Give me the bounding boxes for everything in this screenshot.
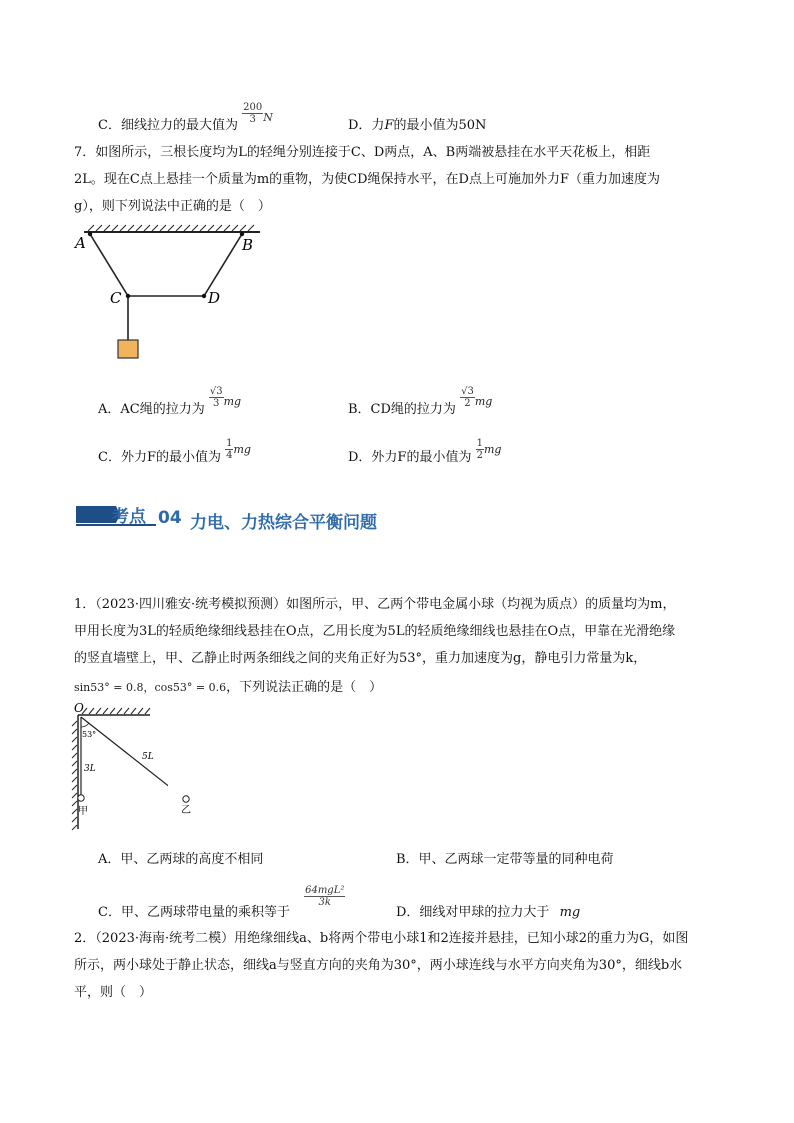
p2-stem-line2: 所示，两小球处于静止状态，细线a与竖直方向的夹角为30°，两小球连线与水平方向夹角为30°，细线b水 [74,958,683,973]
label-d: D [208,289,221,307]
section-badge-label: 考点 [112,507,146,527]
ceiling-hatching [88,225,254,231]
angle-arc [81,723,89,727]
q7-rope-figure [70,222,270,367]
hanging-weight [118,340,138,358]
q6-option-c: C．细线拉力的最大值为 $\frac{200}{3}$ $^N$ [98,102,273,133]
ball-jia [78,795,84,801]
p1-stem-line3: 的竖直墙壁上，甲、乙静止时两条细线之间的夹角正好为53°，重力加速度为g，静电引力常量为k， [74,651,647,666]
p1-option-b: B．甲、乙两球一定带等量的同种电荷 [396,852,614,867]
q7-option-a: A．AC绳的拉力为 $\frac{√3}{3}$ $^{mg}$ [98,386,242,417]
p1-option-a: A．甲、乙两球的高度不相同 [98,852,264,867]
p1-stem-line2: 甲用长度为3L的轻质绝缘细线悬挂在O点，乙用长度为5L的轻质绝缘细线也悬挂在O点，甲靠在光滑绝缘 [74,624,676,639]
p1-stem-line4: sin53° = 0.8，cos53° = 0.6，下列说法正确的是（ ） [74,680,383,695]
point-d-dot [202,294,206,298]
q7-stem-line2: 2L。现在C点上悬挂一个质量为m的重物，为使CD绳保持水平，在D点上可施加外力F（重力加速度为 [74,172,660,187]
label-3l: 3L [84,764,96,774]
q7-option-d: D．外力F的最小值为 $\frac{1}{2}$ $^{mg}$ [348,438,502,465]
label-c: C [110,289,122,307]
label-yi: 乙 [181,805,191,815]
q6-option-c-fraction: $\frac{200}{3}$ [243,102,263,125]
ceiling-hatching [82,708,150,714]
label-angle: 53° [82,730,97,739]
point-a-dot [88,232,92,236]
q7-option-b: B．CD绳的拉力为 $\frac{√3}{2}$ $^{mg}$ [348,386,493,417]
ball-yi [183,796,189,802]
section-title: 力电、力热综合平衡问题 [190,513,377,533]
section-number: 04 [158,508,182,528]
label-jia: 甲 [78,806,88,817]
q6-option-d: D．力F的最小值为50N [348,118,487,133]
label-5l: 5L [142,752,154,762]
p1-ball-yi [178,793,198,815]
rope-ac [90,234,128,296]
point-c-dot [126,294,130,298]
q7-option-c: C．外力F的最小值为 $\frac{1}{4}$ $^{mg}$ [98,438,251,465]
q7-stem-line1: 7．如图所示，三根长度均为L的轻绳分别连接于C、D两点，A、B两端被悬挂在水平天花板上，相距 [74,145,651,160]
p2-stem-line3: 平，则（ ） [74,985,153,1000]
label-b: B [242,236,254,254]
label-a: A [75,234,86,252]
p1-option-c: C．甲、乙两球带电量的乘积等于 $\frac{\text{64mgL²}}{3k}$ [98,885,345,920]
rope-db [204,234,242,296]
p1-stem-line1: 1．（2023·四川雅安·统考模拟预测）如图所示，甲、乙两个带电金属小球（均视为质点）的质量均为m， [74,597,676,612]
wall-hatching [72,721,77,830]
p1-option-d: D．细线对甲球的拉力大于 mg [396,905,581,920]
label-o: O [74,703,84,715]
p2-stem-line1: 2．（2023·海南·统考二模）用绝缘细线a、b将两个带电小球1和2连接并悬挂，已知小球2的重力为G，如图 [74,931,689,946]
q7-stem-line3: g），则下列说法中正确的是（ ） [74,199,271,214]
p1-wall-figure [68,703,168,833]
